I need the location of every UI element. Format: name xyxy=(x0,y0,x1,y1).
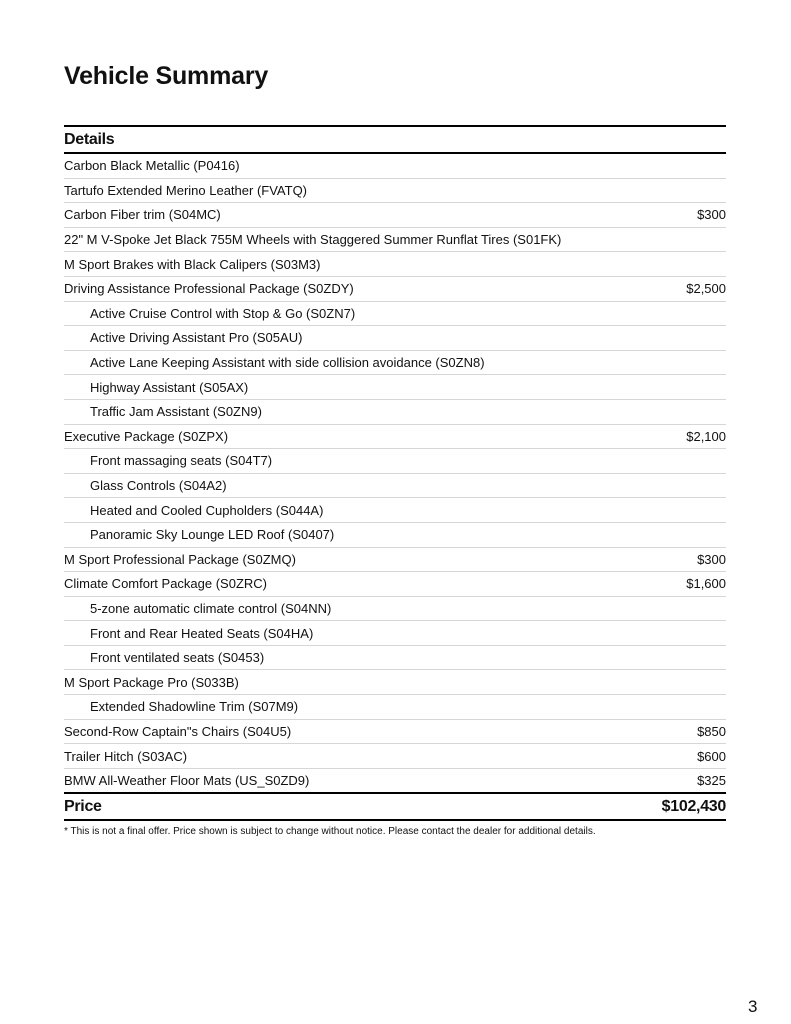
item-label: Carbon Fiber trim (S04MC) xyxy=(64,207,221,223)
page-number: 3 xyxy=(748,997,758,1016)
item-price: $300 xyxy=(697,207,726,223)
item-label: Driving Assistance Professional Package (S0ZDY) xyxy=(64,281,354,297)
price-total-value: $102,430 xyxy=(661,797,726,815)
table-row xyxy=(64,375,726,400)
item-price: $600 xyxy=(697,748,726,764)
table-row xyxy=(64,744,726,769)
item-price: $2,500 xyxy=(686,281,726,297)
table-row xyxy=(64,646,726,671)
table-row xyxy=(64,302,726,327)
item-label: Highway Assistant (S05AX) xyxy=(90,379,249,395)
item-label: Active Lane Keeping Assistant with side collision avoidance (S0ZN8) xyxy=(90,355,485,371)
item-label: Heated and Cooled Cupholders (S044A) xyxy=(90,502,324,518)
page-title: Vehicle Summary xyxy=(64,62,269,90)
item-label: 22" M V-Spoke Jet Black 755M Wheels with Staggered Summer Runflat Tires (S01FK) xyxy=(64,232,562,248)
table-row xyxy=(64,720,726,745)
item-label: Panoramic Sky Lounge LED Roof (S0407) xyxy=(90,527,335,543)
price-total-label: Price xyxy=(64,797,102,815)
item-label: Glass Controls (S04A2) xyxy=(90,478,227,494)
table-row xyxy=(64,252,726,277)
table-row xyxy=(64,621,726,646)
item-label: Carbon Black Metallic (P0416) xyxy=(64,158,240,174)
details-list xyxy=(64,154,726,794)
table-row xyxy=(64,425,726,450)
table-row xyxy=(64,498,726,523)
item-label: M Sport Professional Package (S0ZMQ) xyxy=(64,551,296,567)
item-label: Traffic Jam Assistant (S0ZN9) xyxy=(90,404,262,420)
table-row xyxy=(64,523,726,548)
disclaimer: * This is not a final offer. Price shown is subject to change without notice. Please contact the dealer for additional details. xyxy=(64,826,596,838)
table-row xyxy=(64,548,726,573)
table-row xyxy=(64,179,726,204)
table-row xyxy=(64,670,726,695)
item-label: Climate Comfort Package (S0ZRC) xyxy=(64,576,267,592)
details-header: Details xyxy=(64,125,726,154)
item-label: M Sport Package Pro (S033B) xyxy=(64,674,239,690)
table-row xyxy=(64,351,726,376)
item-label: Active Cruise Control with Stop & Go (S0ZN7) xyxy=(90,305,356,321)
item-label: Executive Package (S0ZPX) xyxy=(64,428,229,444)
item-price: $325 xyxy=(697,773,726,789)
item-label: Active Driving Assistant Pro (S05AU) xyxy=(90,330,303,346)
item-label: Second-Row Captain"s Chairs (S04U5) xyxy=(64,723,292,739)
table-row xyxy=(64,695,726,720)
item-label: Trailer Hitch (S03AC) xyxy=(64,748,188,764)
item-label: Front ventilated seats (S0453) xyxy=(90,650,265,666)
item-label: Tartufo Extended Merino Leather (FVATQ) xyxy=(64,182,308,198)
item-label: BMW All-Weather Floor Mats (US_S0ZD9) xyxy=(64,773,310,789)
table-row xyxy=(64,154,726,179)
table-row xyxy=(64,400,726,425)
item-label: Front and Rear Heated Seats (S04HA) xyxy=(90,625,314,641)
table-row xyxy=(64,228,726,253)
item-price: $2,100 xyxy=(686,428,726,444)
item-price: $850 xyxy=(697,723,726,739)
vehicle-summary-table xyxy=(64,125,726,837)
price-total-row xyxy=(64,794,726,821)
table-row xyxy=(64,326,726,351)
item-price: $1,600 xyxy=(686,576,726,592)
item-label: 5-zone automatic climate control (S04NN) xyxy=(90,600,332,616)
table-row xyxy=(64,474,726,499)
item-label: Extended Shadowline Trim (S07M9) xyxy=(90,699,299,715)
table-row xyxy=(64,572,726,597)
table-row xyxy=(64,203,726,228)
table-row xyxy=(64,277,726,302)
table-row xyxy=(64,597,726,622)
item-label: M Sport Brakes with Black Calipers (S03M3) xyxy=(64,256,321,272)
item-label: Front massaging seats (S04T7) xyxy=(90,453,273,469)
table-row xyxy=(64,449,726,474)
table-row xyxy=(64,769,726,795)
item-price: $300 xyxy=(697,551,726,567)
